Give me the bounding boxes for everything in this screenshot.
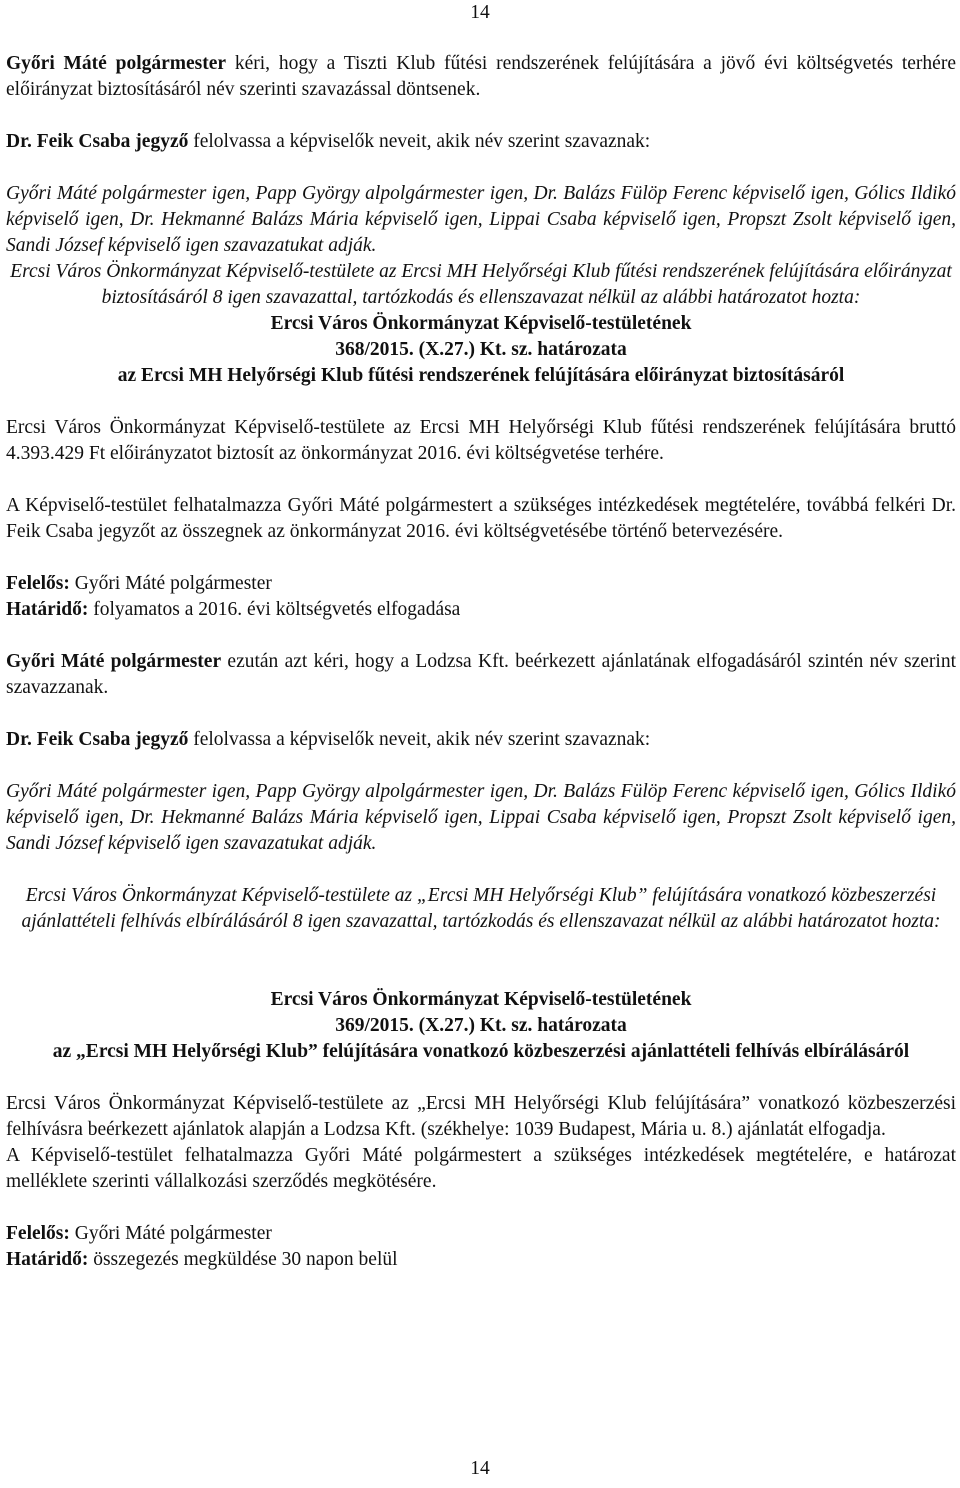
roll-call-paragraph-1 — [6, 129, 956, 155]
speaker-name: Dr. Feik Csaba jegyző — [6, 131, 189, 152]
intro-text: kéri, hogy a Tiszti Klub fűtési rendszerének felújítására a jövő évi költségvetés terhére előirányzat biztosításáról név szerinti szavazással döntsenek. — [6, 53, 956, 100]
resolution-1-paragraph-1: Ercsi Város Önkormányzat Képviselő-testülete az Ercsi MH Helyőrségi Klub fűtési rendszerének felújítására bruttó 4.393.429 Ft előirányzatot biztosít az önkormányzat 2016. évi költségvetése terhére. — [6, 417, 956, 464]
resolution-2-paragraph-1: Ercsi Város Önkormányzat Képviselő-testülete az „Ercsi MH Helyőrségi Klub felújítására” vonatkozó közbeszerzési felhívásra beérkezett ajánlatok alapján a Lodzsa Kft. (székhelye: 1039 Budapest, Mária u. 8.) ajánlatát elfogadja. — [6, 1093, 956, 1140]
document-body — [6, 51, 956, 1273]
vote-result-1: Ercsi Város Önkormányzat Képviselő-testülete az Ercsi MH Helyőrségi Klub fűtési rendszerének felújítására előirányzat biztosításáról 8 igen szavazattal, tartózkodás és ellenszavazat nélkül az alábbi határozatot hozta: — [10, 261, 952, 308]
deadline-line-2 — [6, 1247, 956, 1273]
speaker-name: Győri Máté polgármester — [6, 53, 227, 74]
deadline-value: összegezés megküldése 30 napon belül — [88, 1249, 398, 1270]
responsible-line-2 — [6, 1221, 956, 1247]
resolution-2-paragraph-2: A Képviselő-testület felhatalmazza Győri Máté polgármestert a szükséges intézkedések megtételére, e határozat melléklete szerinti vállalkozási szerződés megkötésére. — [6, 1145, 956, 1192]
responsible-value: Győri Máté polgármester — [69, 573, 272, 594]
resolution-heading-2 — [6, 987, 956, 1065]
resolution-heading-1 — [6, 311, 956, 389]
resolution-number: 369/2015. (X.27.) Kt. sz. határozata — [335, 1015, 627, 1036]
votes-paragraph-1: Győri Máté polgármester igen, Papp György alpolgármester igen, Dr. Balázs Fülöp Ferenc képviselő igen, Gólics Ildikó képviselő igen, Dr. Hekmanné Balázs Mária képviselő igen, Lippai Csaba képviselő igen, Propszt Zsolt képviselő igen, Sandi József képviselő igen szavazatukat adják. — [6, 183, 956, 256]
resolution-subject: az Ercsi MH Helyőrségi Klub fűtési rendszerének felújítására előirányzat biztosításáról — [117, 365, 845, 386]
intro-paragraph-1 — [6, 51, 956, 103]
deadline-label: Határidő: — [6, 599, 89, 620]
deadline-value: folyamatos a 2016. évi költségvetés elfogadása — [88, 599, 461, 620]
resolution-subject: az „Ercsi MH Helyőrségi Klub” felújítására vonatkozó közbeszerzési ajánlattételi felhívás elbírálásáról — [52, 1041, 910, 1062]
speaker-name: Győri Máté polgármester — [6, 651, 222, 672]
vote-result-2: Ercsi Város Önkormányzat Képviselő-testülete az „Ercsi MH Helyőrségi Klub” felújítására vonatkozó közbeszerzési ajánlattételi felhívás elbírálásáról 8 igen szavazattal, tartózkodás és ellenszavazat nélkül az alábbi határozatot hozta: — [21, 885, 941, 932]
page-number-bottom: 14 — [470, 1458, 490, 1479]
resolution-body: Ercsi Város Önkormányzat Képviselő-testületének — [270, 989, 692, 1010]
deadline-line-1 — [6, 597, 956, 623]
roll-call-text: felolvassa a képviselők neveit, akik név szerint szavaznak: — [188, 729, 651, 750]
responsible-value: Győri Máté polgármester — [69, 1223, 272, 1244]
roll-call-paragraph-2 — [6, 727, 956, 753]
intro-paragraph-2 — [6, 649, 956, 701]
resolution-number: 368/2015. (X.27.) Kt. sz. határozata — [335, 339, 627, 360]
resolution-body: Ercsi Város Önkormányzat Képviselő-testületének — [270, 313, 692, 334]
roll-call-text: felolvassa a képviselők neveit, akik név szerint szavaznak: — [188, 131, 651, 152]
page-number-top: 14 — [470, 2, 490, 23]
votes-paragraph-2: Győri Máté polgármester igen, Papp György alpolgármester igen, Dr. Balázs Fülöp Ferenc képviselő igen, Gólics Ildikó képviselő igen, Dr. Hekmanné Balázs Mária képviselő igen, Lippai Csaba képviselő igen, Propszt Zsolt képviselő igen, Sandi József képviselő igen szavazatukat adják. — [6, 781, 956, 854]
responsible-label: Felelős: — [6, 1223, 70, 1244]
resolution-1-paragraph-2: A Képviselő-testület felhatalmazza Győri Máté polgármestert a szükséges intézkedések megtételére, továbbá felkéri Dr. Feik Csaba jegyzőt az összegnek az önkormányzat 2016. évi költségvetésébe történő betervezésére. — [6, 495, 956, 542]
responsible-label: Felelős: — [6, 573, 70, 594]
intro-text: ezután azt kéri, hogy a Lodzsa Kft. beérkezett ajánlatának elfogadásáról szintén név szerint szavazzanak. — [6, 651, 956, 698]
responsible-line-1 — [6, 571, 956, 597]
deadline-label: Határidő: — [6, 1249, 89, 1270]
speaker-name: Dr. Feik Csaba jegyző — [6, 729, 189, 750]
